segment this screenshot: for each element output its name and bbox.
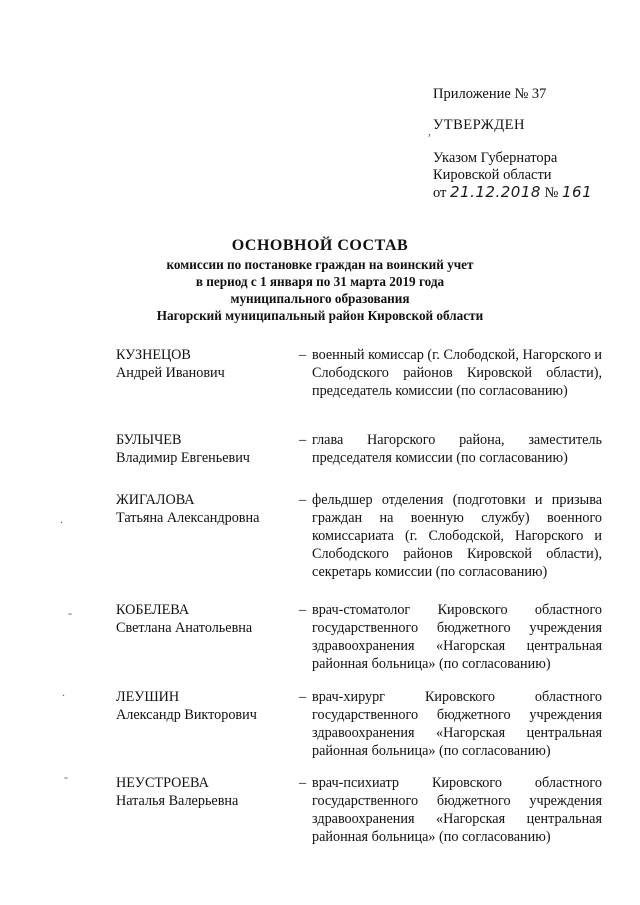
member-given-names: Светлана Анатольевна — [116, 620, 253, 636]
member-name — [116, 491, 296, 527]
member-name — [116, 346, 296, 382]
title-main: ОСНОВНОЙ СОСТАВ — [231, 237, 409, 254]
decree-line-1: Указом Губернатора — [433, 150, 558, 166]
appendix-number: Приложение № 37 — [433, 86, 547, 102]
member-role: военный комиссар (г. Слободской, Нагорского и Слободского районов Кировской области), председатель комиссии (по согласованию) — [312, 347, 602, 399]
date-prefix: от — [433, 185, 447, 201]
dash-separator: – — [299, 432, 307, 448]
dash-separator: – — [299, 602, 307, 618]
dash-separator: – — [299, 347, 307, 363]
title-line-2: в период с 1 января по 31 марта 2019 года — [195, 274, 445, 289]
member-given-names: Наталья Валерьевна — [116, 793, 239, 809]
member-role: врач-стоматолог Кировского областного государственного бюджетного учреждения здравоохранения «Нагорская центральная районная больница» (по согласованию) — [312, 602, 602, 672]
member-role: врач-психиатр Кировского областного государственного бюджетного учреждения здравоохранения «Нагорская центральная районная больница» (по согласованию) — [312, 775, 602, 845]
scan-speck: . — [60, 512, 63, 526]
member-entry — [116, 491, 604, 601]
member-name — [116, 774, 296, 810]
decree-date: 21.12.2018 — [450, 183, 541, 201]
member-entry — [116, 346, 604, 431]
member-entry — [116, 431, 604, 491]
member-name — [116, 601, 296, 637]
scan-speck: . — [62, 685, 65, 699]
member-given-names: Александр Викторович — [116, 707, 257, 723]
title-line-3: муниципального образования — [230, 291, 410, 306]
decree-date-line — [433, 184, 592, 202]
members-list — [116, 346, 604, 854]
member-role: глава Нагорского района, заместитель председателя комиссии (по согласованию) — [312, 432, 602, 466]
scan-speck: - — [68, 606, 72, 620]
approved-stamp: УТВЕРЖДЕН — [433, 117, 525, 133]
member-entry — [116, 688, 604, 774]
title-line-4: Нагорский муниципальный район Кировской области — [156, 308, 484, 323]
member-surname: БУЛЫЧЕВ — [116, 432, 182, 448]
member-name — [116, 688, 296, 724]
dash-separator: – — [299, 775, 307, 791]
document-title — [120, 236, 520, 324]
scan-speck: - — [64, 770, 68, 784]
member-surname: НЕУСТРОЕВА — [116, 775, 209, 791]
member-surname: ЖИГАЛОВА — [116, 492, 195, 508]
dash-separator: – — [299, 689, 307, 705]
decree-line-2: Кировской области — [433, 167, 552, 183]
member-surname: КОБЕЛЕВА — [116, 602, 190, 618]
member-surname: ЛЕУШИН — [116, 689, 180, 705]
approval-block — [433, 86, 592, 202]
member-given-names: Татьяна Александровна — [116, 510, 260, 526]
member-given-names: Владимир Евгеньевич — [116, 450, 250, 466]
scan-speck: , — [428, 124, 431, 138]
number-sign: № — [544, 185, 559, 201]
title-line-1: комиссии по постановке граждан на воинский учет — [166, 257, 474, 272]
dash-separator: – — [299, 492, 307, 508]
member-role: фельдшер отделения (подготовки и призыва граждан на военную службу) военного комиссариата (г. Слободской, Нагорского и Слободского районов Кировской области), секретарь комиссии (по согласованию) — [312, 492, 602, 580]
decree-number: 161 — [562, 183, 593, 201]
member-role: врач-хирург Кировского областного государственного бюджетного учреждения здравоохранения «Нагорская центральная районная больница» (по согласованию) — [312, 689, 602, 759]
member-entry — [116, 601, 604, 688]
member-entry — [116, 774, 604, 854]
member-given-names: Андрей Иванович — [116, 365, 225, 381]
member-name — [116, 431, 296, 467]
member-surname: КУЗНЕЦОВ — [116, 347, 191, 363]
